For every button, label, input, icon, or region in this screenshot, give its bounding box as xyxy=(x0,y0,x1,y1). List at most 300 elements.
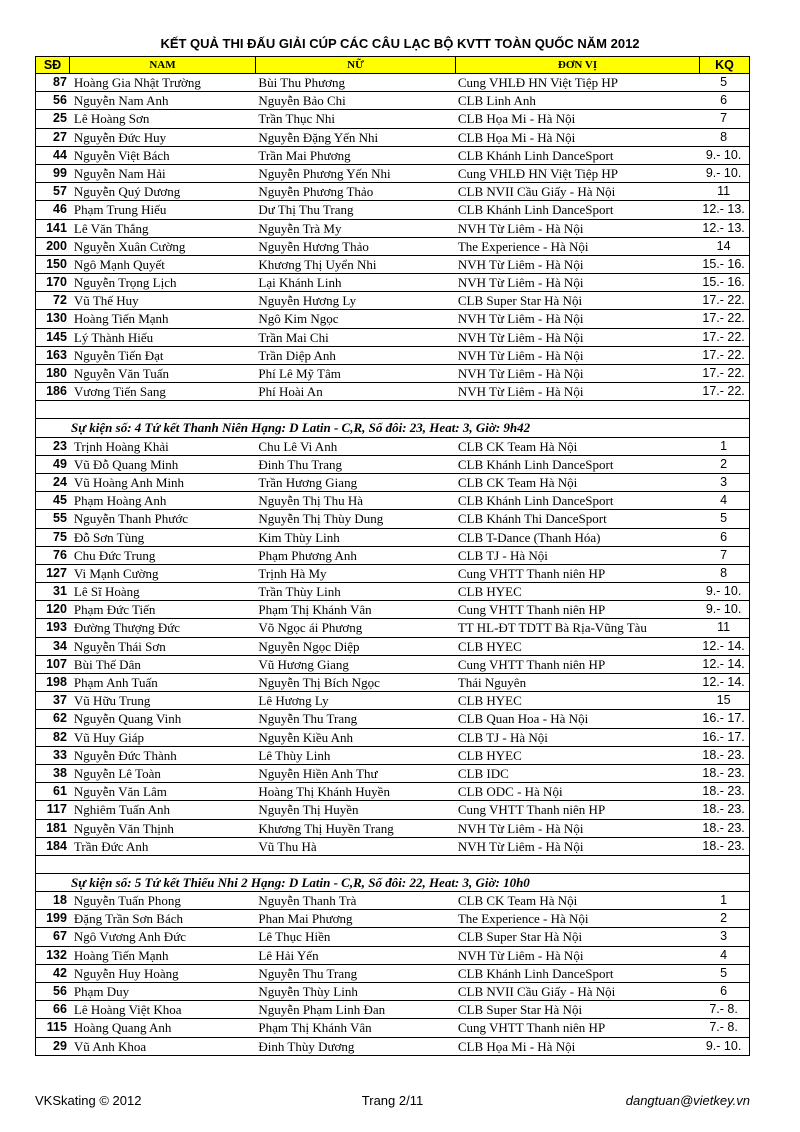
cell-nam: Nguyễn Thanh Phước xyxy=(73,511,188,527)
cell-kq: 5 xyxy=(720,965,728,980)
cell-nu: Phạm Thị Khánh Vân xyxy=(258,1020,372,1036)
event-4-heading xyxy=(35,419,750,437)
spacer-row xyxy=(35,401,750,419)
cell-nam: Nguyễn Văn Thịnh xyxy=(73,820,174,836)
cell-kq: 17.- 22. xyxy=(702,384,745,399)
cell-sd: 66 xyxy=(53,1002,67,1017)
cell-don-vi: NVH Từ Liêm - Hà Nội xyxy=(457,256,584,272)
cell-sd: 24 xyxy=(53,474,67,489)
cell-nu: Trần Mai Chi xyxy=(258,329,329,345)
cell-kq: 9.- 10. xyxy=(705,1038,742,1053)
cell-kq: 11 xyxy=(717,184,731,199)
cell-nam: Vũ Hữu Trung xyxy=(73,693,151,709)
table-row xyxy=(35,474,750,492)
table-row xyxy=(35,583,750,601)
cell-nu: Ngô Kim Ngọc xyxy=(258,311,339,327)
cell-nu: Đinh Thu Trang xyxy=(258,456,342,472)
cell-don-vi: CLB ODC - Hà Nội xyxy=(457,784,563,800)
cell-nu: Nguyễn Trà My xyxy=(258,220,342,236)
cell-nam: Nguyễn Quang Vinh xyxy=(73,711,182,727)
table-row xyxy=(35,365,750,383)
cell-nam: Nguyễn Đức Huy xyxy=(73,129,167,145)
cell-nu: Hoàng Thị Khánh Huyền xyxy=(258,784,390,800)
cell-nu: Nguyễn Thu Trang xyxy=(258,965,358,981)
cell-sd: 25 xyxy=(53,111,67,126)
cell-kq: 7 xyxy=(720,547,728,562)
cell-nam: Trịnh Hoàng Khải xyxy=(73,438,169,454)
cell-kq: 11 xyxy=(717,620,731,635)
cell-nam: Nguyễn Văn Lâm xyxy=(73,784,167,800)
cell-kq: 9.- 10. xyxy=(705,147,742,162)
cell-nu: Nguyễn Hương Ly xyxy=(258,293,357,309)
cell-sd: 199 xyxy=(46,911,67,926)
cell-don-vi: Cung VHLĐ HN Việt Tiệp HP xyxy=(457,165,619,181)
cell-sd: 198 xyxy=(46,675,67,689)
cell-don-vi: CLB Họa Mi - Hà Nội xyxy=(457,129,576,145)
cell-don-vi: NVH Từ Liêm - Hà Nội xyxy=(457,384,584,400)
cell-nu: Trần Diệp Anh xyxy=(258,347,336,363)
cell-kq: 18.- 23. xyxy=(702,765,745,780)
cell-kq: 9.- 10. xyxy=(705,165,742,180)
table-row xyxy=(35,129,750,147)
table-row xyxy=(35,820,750,838)
cell-nam: Vương Tiến Sang xyxy=(73,384,166,400)
cell-kq: 16.- 17. xyxy=(702,729,745,744)
table-row xyxy=(35,638,750,656)
cell-don-vi: CLB HYEC xyxy=(457,638,522,654)
cell-sd: 87 xyxy=(53,75,67,89)
cell-nam: Nguyễn Nam Anh xyxy=(73,93,169,109)
cell-kq: 12.- 13. xyxy=(702,220,745,235)
cell-kq: 18.- 23. xyxy=(702,784,745,799)
event-4-label: Sự kiện số: 4 Tứ kết Thanh Niên Hạng: D Latin - C,R, Số đôi: 23, Heat: 3, Giờ: 9h42 xyxy=(71,420,531,436)
event-5-label: Sự kiện số: 5 Tứ kết Thiếu Nhi 2 Hạng: D Latin - C,R, Số đôi: 22, Heat: 3, Giờ: 10h0 xyxy=(71,874,530,890)
cell-nam: Ngô Mạnh Quyết xyxy=(73,256,165,272)
cell-sd: 120 xyxy=(46,602,67,617)
section-3-rows xyxy=(35,892,750,1056)
cell-sd: 130 xyxy=(46,311,67,326)
table-row xyxy=(35,492,750,510)
section-1-rows xyxy=(35,74,750,401)
section-2-rows xyxy=(35,438,750,856)
cell-don-vi: CLB IDC xyxy=(457,765,509,781)
table-row xyxy=(35,147,750,165)
cell-don-vi: CLB TJ - Hà Nội xyxy=(457,547,548,563)
cell-nam: Vũ Anh Khoa xyxy=(73,1038,147,1054)
cell-nam: Lý Thành Hiếu xyxy=(73,329,154,345)
cell-kq: 9.- 10. xyxy=(705,602,742,617)
cell-sd: 193 xyxy=(46,620,67,635)
cell-sd: 76 xyxy=(53,547,67,562)
cell-nu: Nguyễn Kiều Anh xyxy=(258,729,354,745)
cell-nu: Trần Hương Giang xyxy=(258,474,358,490)
cell-nam: Nguyễn Thái Sơn xyxy=(73,638,166,654)
cell-sd: 163 xyxy=(46,347,67,362)
cell-kq: 18.- 23. xyxy=(702,747,745,762)
cell-kq: 2 xyxy=(720,456,728,471)
cell-nam: Nguyễn Tuấn Phong xyxy=(73,893,181,909)
cell-kq: 6 xyxy=(720,93,728,108)
cell-kq: 14 xyxy=(716,238,731,253)
cell-don-vi: CLB NVII Cầu Giấy - Hà Nội xyxy=(457,984,616,999)
cell-don-vi: CLB CK Team Hà Nội xyxy=(457,474,578,490)
cell-nu: Dư Thị Thu Trang xyxy=(258,202,354,218)
cell-nu: Khương Thị Uyển Nhi xyxy=(258,256,377,272)
cell-kq: 17.- 22. xyxy=(702,366,745,380)
table-row xyxy=(35,329,750,347)
cell-sd: 56 xyxy=(53,984,67,998)
cell-nam: Nguyễn Trọng Lịch xyxy=(73,275,177,291)
table-row xyxy=(35,910,750,928)
cell-don-vi: TT HL-ĐT TDTT Bà Rịa-Vũng Tàu xyxy=(457,620,647,636)
table-header xyxy=(35,56,750,74)
cell-don-vi: CLB TJ - Hà Nội xyxy=(457,729,548,745)
cell-nu: Nguyễn Thùy Linh xyxy=(258,984,358,999)
cell-nam: Nguyễn Quý Dương xyxy=(73,184,181,200)
cell-don-vi: CLB HYEC xyxy=(457,584,522,600)
cell-don-vi: CLB Khánh Linh DanceSport xyxy=(457,965,614,981)
cell-don-vi: The Experience - Hà Nội xyxy=(457,238,589,254)
cell-sd: 29 xyxy=(53,1038,67,1053)
cell-sd: 181 xyxy=(46,820,67,835)
event-5-heading xyxy=(35,874,750,892)
cell-nam: Nguyễn Nam Hải xyxy=(73,165,166,181)
cell-nu: Phí Lê Mỹ Tâm xyxy=(258,366,341,381)
cell-nu: Nguyễn Hiền Anh Thư xyxy=(258,765,378,781)
cell-kq: 17.- 22. xyxy=(702,347,745,362)
table-row xyxy=(35,729,750,747)
header-nu: NỮ xyxy=(255,57,455,73)
cell-nam: Trần Đức Anh xyxy=(73,838,149,854)
cell-sd: 170 xyxy=(46,275,67,290)
cell-don-vi: CLB Super Star Hà Nội xyxy=(457,929,583,945)
table-row xyxy=(35,747,750,765)
table-row xyxy=(35,892,750,910)
table-row xyxy=(35,238,750,256)
table-row xyxy=(35,619,750,637)
table-row xyxy=(35,1038,750,1056)
cell-kq: 18.- 23. xyxy=(702,838,745,853)
cell-nam: Nguyễn Văn Tuấn xyxy=(73,366,170,381)
cell-sd: 37 xyxy=(53,693,67,708)
table-row xyxy=(35,310,750,328)
cell-nam: Vũ Hoàng Anh Minh xyxy=(73,474,185,490)
cell-don-vi: NVH Từ Liêm - Hà Nội xyxy=(457,329,584,345)
table-row xyxy=(35,601,750,619)
cell-kq: 6 xyxy=(720,984,728,998)
cell-kq: 8 xyxy=(720,565,728,580)
cell-nam: Hoàng Quang Anh xyxy=(73,1020,172,1036)
cell-don-vi: CLB Họa Mi - Hà Nội xyxy=(457,111,576,127)
cell-kq: 12.- 14. xyxy=(702,656,745,671)
cell-sd: 34 xyxy=(53,638,67,653)
table-row xyxy=(35,765,750,783)
cell-nam: Hoàng Tiến Mạnh xyxy=(73,947,169,963)
cell-nam: Lê Hoàng Việt Khoa xyxy=(73,1002,182,1018)
cell-sd: 132 xyxy=(46,947,67,962)
cell-sd: 55 xyxy=(53,511,67,526)
cell-sd: 46 xyxy=(53,202,67,217)
table-row xyxy=(35,165,750,183)
cell-don-vi: CLB Super Star Hà Nội xyxy=(457,1002,583,1018)
cell-nam: Nguyễn Đức Thành xyxy=(73,747,177,763)
cell-don-vi: CLB HYEC xyxy=(457,693,522,709)
header-nam: NAM xyxy=(69,57,255,73)
cell-nu: Lê Hương Ly xyxy=(258,693,329,709)
cell-nu: Vũ Hương Giang xyxy=(258,656,349,672)
cell-don-vi: CLB CK Team Hà Nội xyxy=(457,893,578,909)
header-kq: KQ xyxy=(699,57,750,73)
cell-kq: 12.- 14. xyxy=(702,675,745,689)
cell-nu: Trần Thùy Linh xyxy=(258,584,341,600)
cell-nu: Nguyễn Thanh Trà xyxy=(258,893,357,909)
cell-nam: Đỗ Sơn Tùng xyxy=(73,529,145,545)
cell-don-vi: NVH Từ Liêm - Hà Nội xyxy=(457,347,584,363)
cell-kq: 1 xyxy=(720,893,728,908)
table-row xyxy=(35,801,750,819)
cell-sd: 23 xyxy=(53,438,67,453)
table-row xyxy=(35,928,750,946)
cell-nam: Lê Hoàng Sơn xyxy=(73,111,150,127)
cell-don-vi: CLB HYEC xyxy=(457,747,522,763)
cell-nam: Hoàng Tiến Mạnh xyxy=(73,311,169,327)
cell-sd: 57 xyxy=(53,184,67,199)
cell-kq: 17.- 22. xyxy=(702,329,745,344)
cell-don-vi: Cung VHTT Thanh niên HP xyxy=(457,602,606,618)
cell-don-vi: CLB NVII Cầu Giấy - Hà Nội xyxy=(457,184,616,200)
cell-sd: 61 xyxy=(53,784,67,799)
cell-nu: Nguyễn Thị Thu Hà xyxy=(258,493,363,509)
cell-sd: 145 xyxy=(46,329,67,344)
cell-nu: Lê Thục Hiền xyxy=(258,929,331,945)
cell-don-vi: Cung VHTT Thanh niên HP xyxy=(457,802,606,818)
table-row xyxy=(35,92,750,110)
cell-kq: 8 xyxy=(720,129,728,144)
cell-nu: Đinh Thùy Dương xyxy=(258,1038,355,1054)
table-row xyxy=(35,256,750,274)
cell-don-vi: CLB Khánh Linh DanceSport xyxy=(457,202,614,218)
cell-don-vi: Cung VHTT Thanh niên HP xyxy=(457,565,606,581)
cell-kq: 12.- 14. xyxy=(702,638,745,653)
cell-kq: 5 xyxy=(720,511,728,526)
cell-don-vi: The Experience - Hà Nội xyxy=(457,911,589,927)
cell-nu: Lại Khánh Linh xyxy=(258,275,342,291)
table-row xyxy=(35,274,750,292)
cell-don-vi: CLB Khánh Linh DanceSport xyxy=(457,493,614,509)
table-row xyxy=(35,547,750,565)
cell-nam: Vi Mạnh Cường xyxy=(73,565,159,581)
results-table xyxy=(35,56,750,1056)
cell-kq: 17.- 22. xyxy=(702,293,745,308)
header-don-vi: ĐƠN VỊ xyxy=(455,57,699,73)
cell-kq: 5 xyxy=(720,75,728,89)
cell-nu: Phí Hoài An xyxy=(258,384,323,400)
cell-sd: 38 xyxy=(53,765,67,780)
cell-nam: Phạm Anh Tuấn xyxy=(73,675,158,690)
cell-sd: 62 xyxy=(53,711,67,726)
cell-nu: Vũ Thu Hà xyxy=(258,838,317,854)
cell-don-vi: NVH Từ Liêm - Hà Nội xyxy=(457,820,584,836)
cell-nam: Nguyễn Huy Hoàng xyxy=(73,965,179,981)
cell-nam: Phạm Trung Hiếu xyxy=(73,202,167,218)
table-row xyxy=(35,947,750,965)
cell-nam: Vũ Thế Huy xyxy=(73,293,139,309)
cell-nam: Hoàng Gia Nhật Trường xyxy=(73,75,201,90)
cell-nu: Phan Mai Phương xyxy=(258,911,353,927)
cell-nu: Nguyễn Thu Trang xyxy=(258,711,358,727)
cell-kq: 2 xyxy=(720,911,728,926)
table-row xyxy=(35,983,750,1001)
cell-sd: 127 xyxy=(46,565,67,580)
cell-don-vi: CLB Quan Hoa - Hà Nội xyxy=(457,711,589,727)
table-row xyxy=(35,510,750,528)
cell-don-vi: CLB Họa Mi - Hà Nội xyxy=(457,1038,576,1054)
footer-page-number: Trang 2/11 xyxy=(361,1093,424,1108)
cell-nu: Nguyễn Đặng Yến Nhi xyxy=(258,129,379,145)
cell-kq: 16.- 17. xyxy=(702,711,745,726)
cell-kq: 18.- 23. xyxy=(702,820,745,835)
cell-don-vi: CLB Khánh Linh DanceSport xyxy=(457,456,614,472)
table-row xyxy=(35,347,750,365)
cell-don-vi: NVH Từ Liêm - Hà Nội xyxy=(457,947,584,963)
cell-nu: Trịnh Hà My xyxy=(258,565,327,581)
cell-nam: Lê Văn Thắng xyxy=(73,220,149,236)
cell-nu: Phạm Phương Anh xyxy=(258,547,357,563)
cell-nu: Nguyễn Phương Yến Nhi xyxy=(258,165,391,181)
table-row xyxy=(35,383,750,401)
cell-nu: Nguyễn Phương Thảo xyxy=(258,184,374,200)
page-footer xyxy=(35,1093,750,1113)
cell-sd: 75 xyxy=(53,529,67,544)
cell-nu: Nguyễn Thị Thùy Dung xyxy=(258,511,384,527)
cell-sd: 180 xyxy=(46,366,67,380)
table-row xyxy=(35,110,750,128)
cell-nam: Chu Đức Trung xyxy=(73,547,156,563)
cell-don-vi: CLB CK Team Hà Nội xyxy=(457,438,578,454)
cell-sd: 33 xyxy=(53,747,67,762)
cell-sd: 150 xyxy=(46,256,67,271)
cell-sd: 44 xyxy=(53,147,67,162)
header-sd: SĐ xyxy=(35,57,69,73)
cell-nam: Nguyễn Xuân Cường xyxy=(73,238,186,254)
cell-nam: Nghiêm Tuấn Anh xyxy=(73,802,170,818)
cell-kq: 15.- 16. xyxy=(702,275,745,290)
cell-don-vi: CLB Khánh Thi DanceSport xyxy=(457,511,607,527)
spacer-row xyxy=(35,856,750,874)
cell-sd: 45 xyxy=(53,493,67,508)
cell-nu: Nguyễn Ngọc Diệp xyxy=(258,638,360,654)
cell-sd: 56 xyxy=(53,93,67,108)
cell-sd: 42 xyxy=(53,965,67,980)
cell-nu: Phạm Thị Khánh Vân xyxy=(258,602,372,618)
document-title: KẾT QUẢ THI ĐẤU GIẢI CÚP CÁC CÂU LẠC BỘ KVTT TOÀN QUỐC NĂM 2012 xyxy=(160,36,640,51)
table-row xyxy=(35,565,750,583)
cell-sd: 99 xyxy=(53,165,67,180)
cell-nu: Khương Thị Huyền Trang xyxy=(258,820,394,836)
table-row xyxy=(35,220,750,238)
table-row xyxy=(35,692,750,710)
cell-sd: 82 xyxy=(53,729,67,744)
cell-sd: 107 xyxy=(46,656,67,671)
cell-don-vi: Cung VHTT Thanh niên HP xyxy=(457,656,606,672)
cell-kq: 9.- 10. xyxy=(705,584,742,599)
cell-kq: 1 xyxy=(720,438,728,453)
table-row xyxy=(35,292,750,310)
cell-don-vi: NVH Từ Liêm - Hà Nội xyxy=(457,220,584,236)
table-row xyxy=(35,656,750,674)
cell-kq: 12.- 13. xyxy=(702,202,745,217)
cell-kq: 15 xyxy=(716,693,731,708)
cell-don-vi: Thái Nguyên xyxy=(457,675,527,690)
cell-don-vi: NVH Từ Liêm - Hà Nội xyxy=(457,838,584,854)
cell-sd: 67 xyxy=(53,929,67,944)
table-row xyxy=(35,183,750,201)
cell-nam: Vũ Đỗ Quang Minh xyxy=(73,456,179,472)
cell-nu: Chu Lê Vi Anh xyxy=(258,438,338,454)
cell-nam: Nguyễn Tiến Đạt xyxy=(73,347,164,363)
cell-sd: 49 xyxy=(53,456,67,471)
cell-sd: 184 xyxy=(46,838,67,853)
cell-nu: Nguyễn Hương Thảo xyxy=(258,238,369,254)
cell-kq: 18.- 23. xyxy=(702,802,745,817)
cell-kq: 7.- 8. xyxy=(709,1020,738,1035)
cell-nam: Bùi Thế Dân xyxy=(73,656,141,672)
cell-nu: Bùi Thu Phương xyxy=(258,75,346,90)
table-row xyxy=(35,674,750,692)
cell-sd: 141 xyxy=(46,220,67,235)
cell-sd: 18 xyxy=(53,893,67,908)
cell-don-vi: CLB Super Star Hà Nội xyxy=(457,293,583,309)
cell-don-vi: NVH Từ Liêm - Hà Nội xyxy=(457,366,584,381)
cell-nu: Lê Thùy Linh xyxy=(258,747,331,763)
cell-sd: 200 xyxy=(46,238,67,253)
cell-nam: Nguyễn Việt Bách xyxy=(73,147,170,163)
cell-sd: 31 xyxy=(53,584,67,599)
cell-don-vi: NVH Từ Liêm - Hà Nội xyxy=(457,275,584,291)
cell-nam: Vũ Huy Giáp xyxy=(73,729,144,745)
cell-nam: Phạm Hoàng Anh xyxy=(73,493,167,509)
cell-nu: Trần Mai Phương xyxy=(258,147,351,163)
table-row xyxy=(35,456,750,474)
cell-don-vi: Cung VHTT Thanh niên HP xyxy=(457,1020,606,1036)
cell-nam: Ngô Vương Anh Đức xyxy=(73,929,187,945)
cell-don-vi: NVH Từ Liêm - Hà Nội xyxy=(457,311,584,327)
cell-nu: Kim Thùy Linh xyxy=(258,529,340,545)
cell-nam: Nguyễn Lê Toàn xyxy=(73,765,161,781)
cell-kq: 7 xyxy=(720,111,728,126)
cell-nam: Đặng Trần Sơn Bách xyxy=(73,911,183,927)
cell-nam: Lê Sĩ Hoàng xyxy=(73,584,140,600)
cell-kq: 17.- 22. xyxy=(702,311,745,326)
table-row xyxy=(35,529,750,547)
cell-kq: 3 xyxy=(720,474,728,489)
cell-nam: Phạm Đức Tiến xyxy=(73,602,156,618)
cell-nu: Lê Hải Yến xyxy=(258,947,319,963)
footer-email: dangtuan@vietkey.vn xyxy=(625,1093,750,1108)
cell-kq: 3 xyxy=(720,929,728,944)
cell-nu: Võ Ngọc ái Phương xyxy=(258,620,363,636)
cell-sd: 27 xyxy=(53,129,67,144)
cell-nu: Nguyễn Phạm Linh Đan xyxy=(258,1002,386,1018)
cell-nu: Nguyễn Bảo Chi xyxy=(258,93,346,109)
table-row xyxy=(35,838,750,856)
table-row xyxy=(35,965,750,983)
table-row xyxy=(35,74,750,92)
table-row xyxy=(35,438,750,456)
table-row xyxy=(35,710,750,728)
cell-don-vi: CLB T-Dance (Thanh Hóa) xyxy=(457,529,601,545)
table-row xyxy=(35,201,750,219)
